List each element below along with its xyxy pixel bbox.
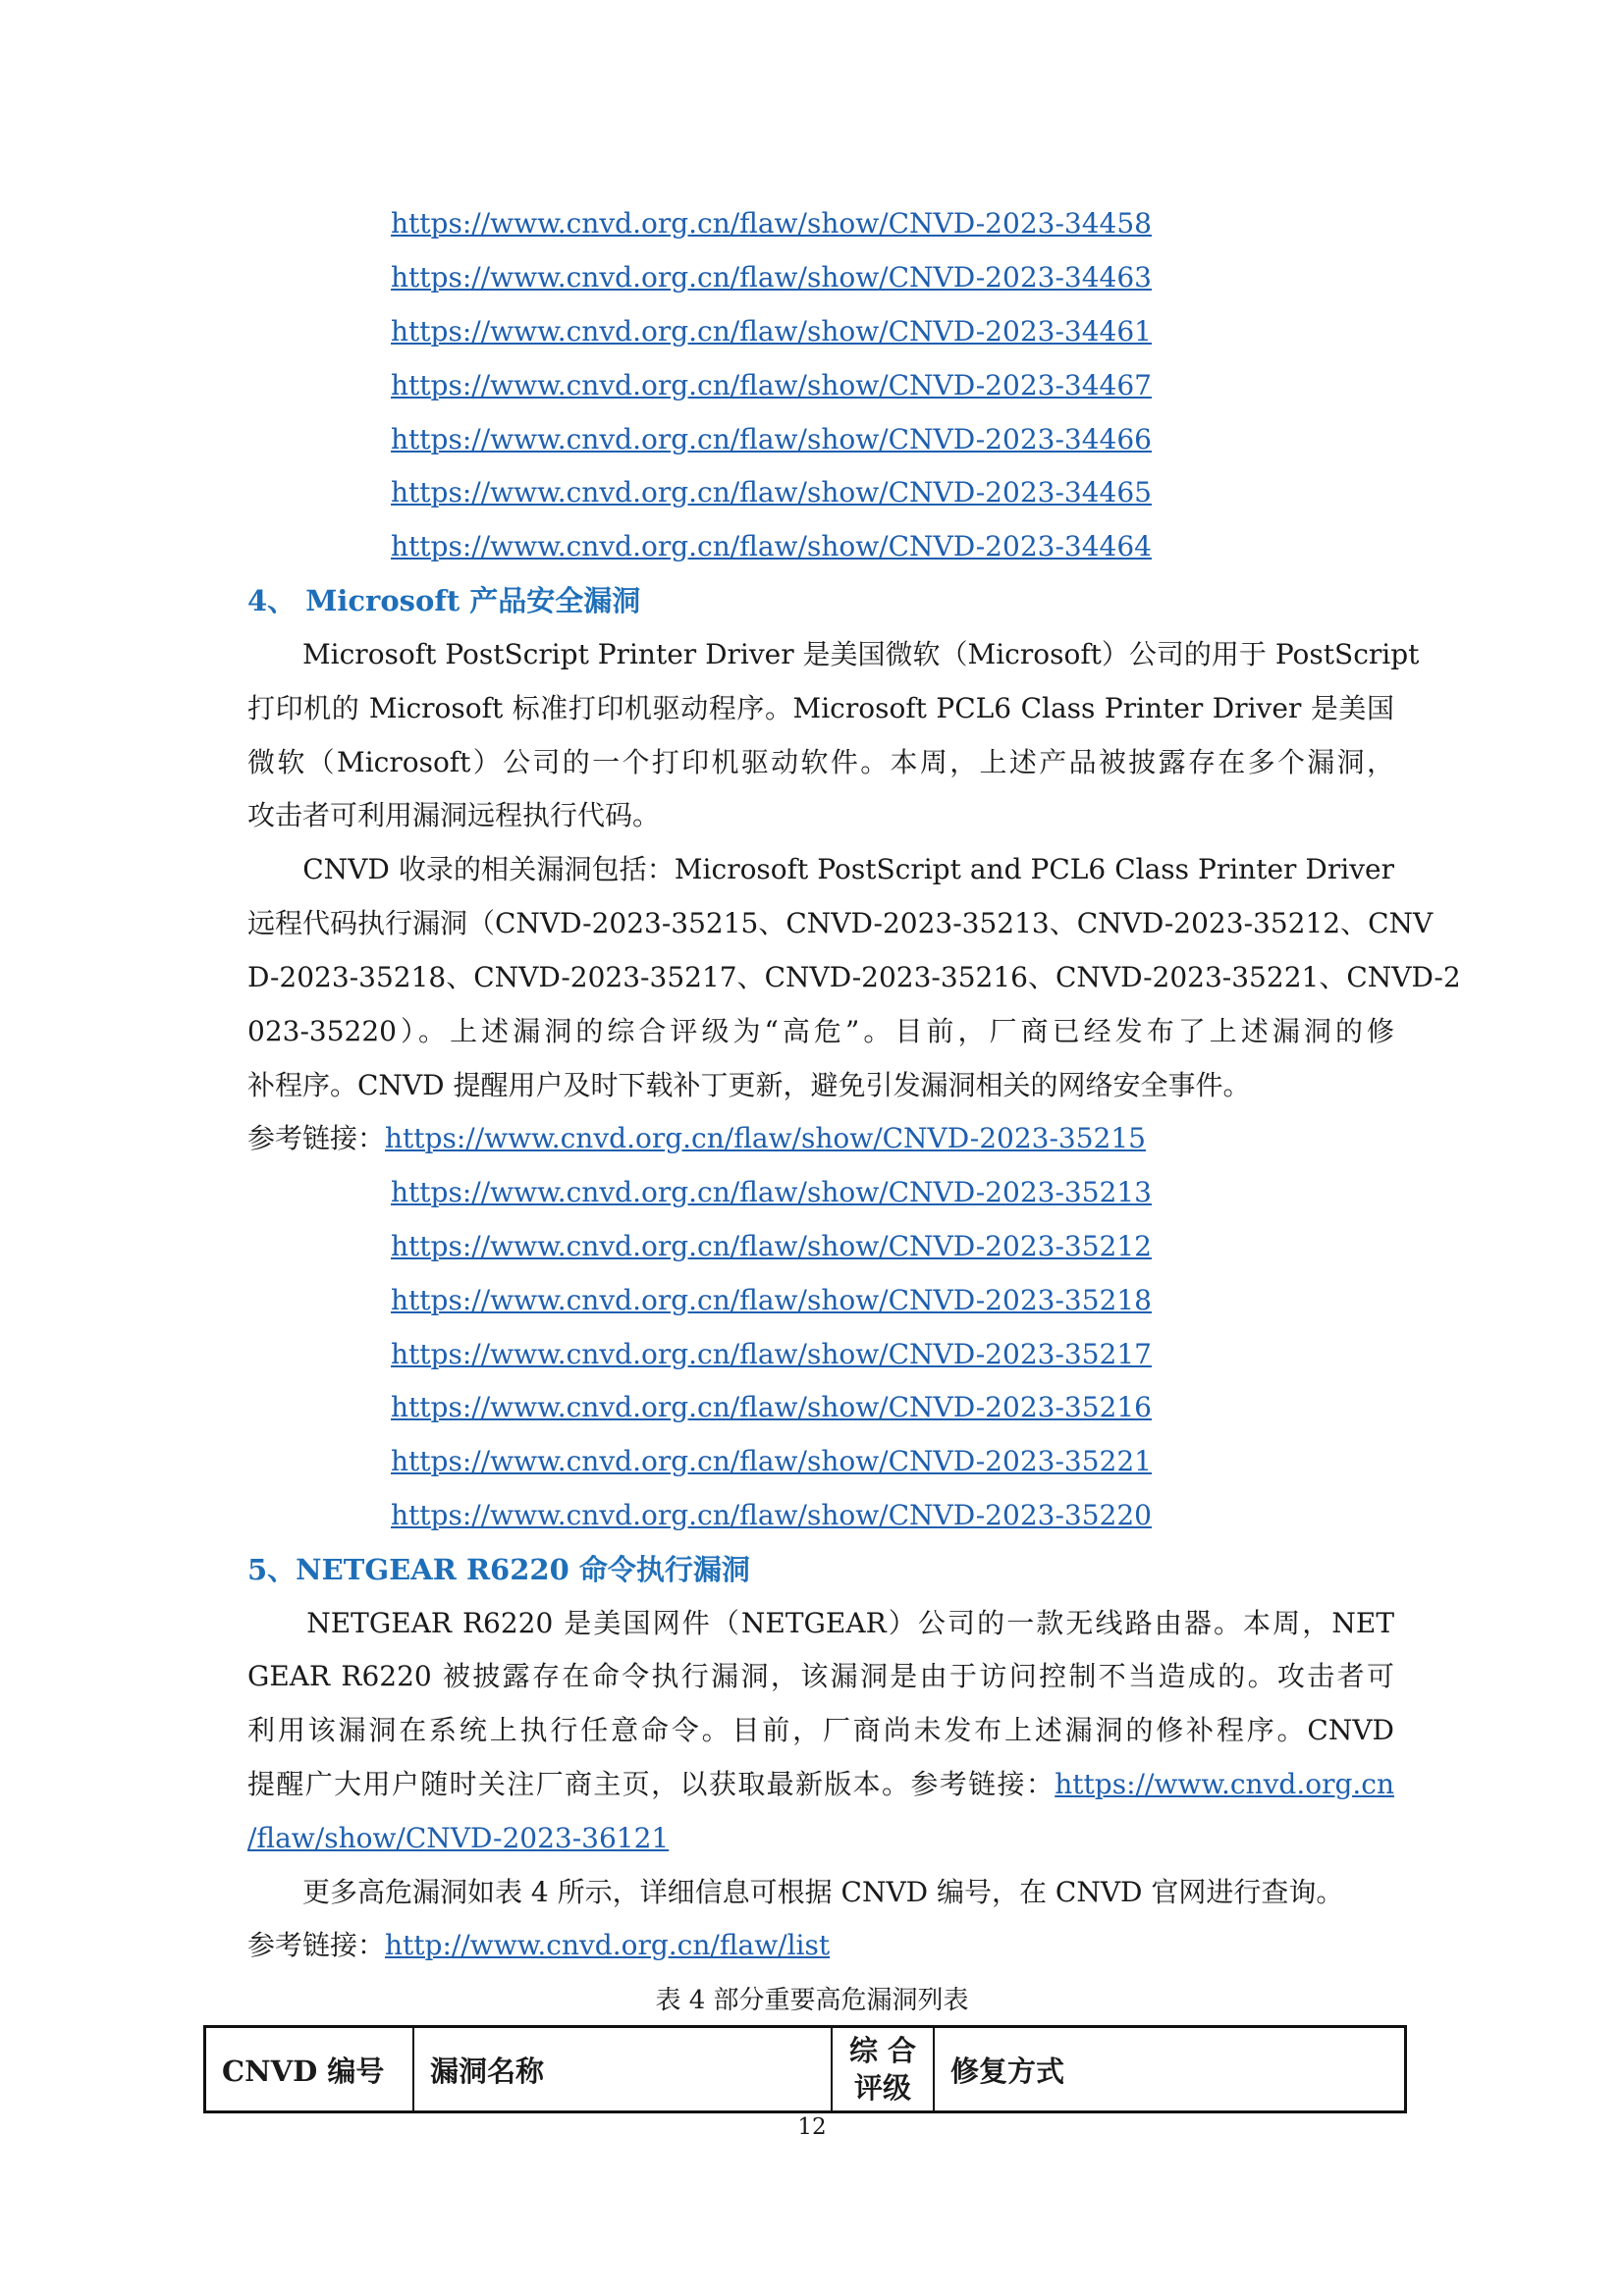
reference-line [247,1119,1394,1158]
header-cnvd-id: CNVD 编号 [205,2027,414,2112]
cnvd-link[interactable]: https://www.cnvd.org.cn/flaw/show/CNVD-2023-34467 [391,369,1152,401]
paragraph-text: 提醒广大用户随时关注厂商主页，以获取最新版本。参考链接： [247,1768,1056,1800]
cnvd-link[interactable]: https://www.cnvd.org.cn/flaw/show/CNVD-2023-34463 [391,261,1152,294]
table-header-row [205,2027,1406,2112]
paragraph-line: 微软（Microsoft）公司的一个打印机驱动软件。本周，上述产品被披露存在多个漏洞， [247,746,1394,778]
paragraph-line: D-2023-35218、CNVD-2023-35217、CNVD-2023-35216、CNVD-2023-35221、CNVD-2 [247,961,1461,993]
section-heading: 5、NETGEAR R6220 命令执行漏洞 [247,1553,750,1586]
reference-label: 参考链接： [247,1929,386,1961]
cnvd-link-continued[interactable]: /flaw/show/CNVD-2023-36121 [247,1822,670,1854]
paragraph-line: 更多高危漏洞如表 4 所示，详细信息可根据 CNVD 编号，在 CNVD 官网进行查询。 [247,1876,1344,1908]
cnvd-list-link[interactable]: http://www.cnvd.org.cn/flaw/list [385,1929,831,1961]
cnvd-link[interactable]: https://www.cnvd.org.cn/flaw/show/CNVD-2023-35220 [391,1499,1152,1531]
cnvd-link[interactable]: https://www.cnvd.org.cn [1055,1768,1394,1800]
table-caption: 表 4 部分重要高危漏洞列表 [655,1986,969,2015]
paragraph-line: 利用该漏洞在系统上执行任意命令。目前，厂商尚未发布上述漏洞的修补程序。CNVD [247,1714,1394,1746]
cnvd-link[interactable]: https://www.cnvd.org.cn/flaw/show/CNVD-2023-35217 [391,1338,1152,1370]
cnvd-link[interactable]: https://www.cnvd.org.cn/flaw/show/CNVD-2023-35221 [391,1445,1152,1477]
paragraph-line: GEAR R6220 被披露存在命令执行漏洞，该漏洞是由于访问控制不当造成的。攻击者可 [247,1660,1394,1692]
page-number: 12 [797,2114,827,2140]
cnvd-link[interactable]: https://www.cnvd.org.cn/flaw/show/CNVD-2023-34458 [391,207,1152,240]
paragraph-line: CNVD 收录的相关漏洞包括：Microsoft PostScript and PCL6 Class Printer Driver [247,853,1394,885]
paragraph-line: NETGEAR R6220 是美国网件（NETGEAR）公司的一款无线路由器。本周，NET [247,1607,1394,1639]
paragraph-line: 023-35220）。上述漏洞的综合评级为“高危”。目前，厂商已经发布了上述漏洞的修 [247,1015,1394,1047]
paragraph-line: Microsoft PostScript Printer Driver 是美国微软（Microsoft）公司的用于 PostScript [247,638,1420,670]
section-heading: 4、 Microsoft 产品安全漏洞 [247,584,641,617]
vulnerability-table [203,2025,1407,2113]
cnvd-link[interactable]: https://www.cnvd.org.cn/flaw/show/CNVD-2023-34461 [391,315,1152,347]
header-vuln-name: 漏洞名称 [413,2027,832,2112]
cnvd-link[interactable]: https://www.cnvd.org.cn/flaw/show/CNVD-2023-35215 [385,1122,1146,1154]
cnvd-link[interactable]: https://www.cnvd.org.cn/flaw/show/CNVD-2023-35218 [391,1284,1152,1316]
reference-line [247,1926,1394,1965]
cnvd-link[interactable]: https://www.cnvd.org.cn/flaw/show/CNVD-2023-35212 [391,1230,1152,1262]
cnvd-link[interactable]: https://www.cnvd.org.cn/flaw/show/CNVD-2023-34464 [391,530,1152,562]
paragraph-line: 远程代码执行漏洞（CNVD-2023-35215、CNVD-2023-35213、CNVD-2023-35212、CNV [247,907,1434,939]
paragraph-line [247,1765,1394,1804]
header-rating-line2: 评级 [853,2071,911,2105]
cnvd-link[interactable]: https://www.cnvd.org.cn/flaw/show/CNVD-2023-34466 [391,423,1152,455]
header-fix-method: 修复方式 [934,2027,1406,2112]
header-rating [832,2027,934,2112]
reference-label: 参考链接： [247,1122,386,1154]
paragraph-line: 打印机的 Microsoft 标准打印机驱动程序。Microsoft PCL6 Class Printer Driver 是美国 [247,692,1394,724]
cnvd-link[interactable]: https://www.cnvd.org.cn/flaw/show/CNVD-2023-35213 [391,1176,1152,1208]
paragraph-line: 攻击者可利用漏洞远程执行代码。 [247,799,661,831]
header-rating-line1: 综 合 [848,2034,917,2067]
cnvd-link[interactable]: https://www.cnvd.org.cn/flaw/show/CNVD-2023-34465 [391,476,1152,508]
paragraph-line: 补程序。CNVD 提醒用户及时下载补丁更新，避免引发漏洞相关的网络安全事件。 [247,1069,1251,1101]
cnvd-link[interactable]: https://www.cnvd.org.cn/flaw/show/CNVD-2023-35216 [391,1391,1152,1423]
